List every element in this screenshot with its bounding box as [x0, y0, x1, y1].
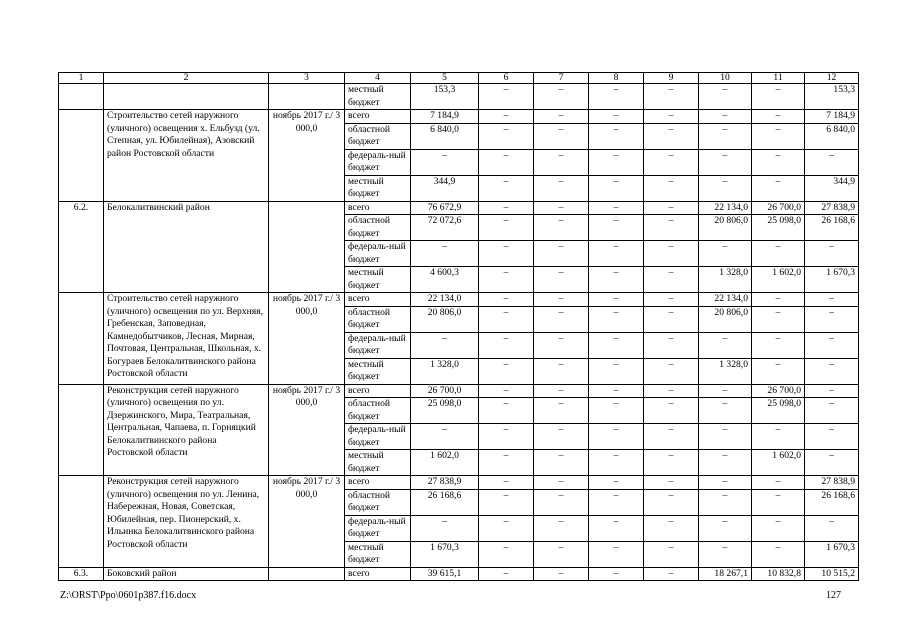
item-name	[104, 84, 269, 110]
amount-cell: 7 184,9	[411, 110, 479, 124]
amount-cell: 26 700,0	[411, 384, 479, 398]
table-row	[59, 384, 859, 398]
amount-cell: 1 328,0	[699, 267, 752, 293]
amount-cell: –	[589, 306, 644, 332]
amount-cell: –	[644, 541, 699, 567]
funding-source: всего	[345, 476, 411, 490]
item-number	[59, 110, 104, 202]
amount-cell: –	[805, 293, 859, 307]
amount-cell: –	[589, 567, 644, 581]
amount-cell: –	[479, 398, 534, 424]
amount-cell: –	[411, 424, 479, 450]
amount-cell: 26 168,6	[805, 489, 859, 515]
funding-source: всего	[345, 567, 411, 581]
amount-cell: –	[752, 424, 805, 450]
amount-cell: –	[479, 489, 534, 515]
header-cell: 3	[269, 73, 345, 84]
amount-cell: –	[752, 332, 805, 358]
amount-cell: –	[805, 306, 859, 332]
amount-cell: 10 832,8	[752, 567, 805, 581]
amount-cell: –	[534, 541, 589, 567]
amount-cell: 4 600,3	[411, 267, 479, 293]
amount-cell: –	[479, 149, 534, 175]
header-cell: 1	[59, 73, 104, 84]
amount-cell: –	[699, 149, 752, 175]
amount-cell: –	[644, 450, 699, 476]
amount-cell: –	[699, 175, 752, 201]
funding-source: федераль-ный бюджет	[345, 515, 411, 541]
amount-cell: –	[752, 241, 805, 267]
item-number	[59, 384, 104, 476]
amount-cell: –	[805, 241, 859, 267]
amount-cell: –	[699, 84, 752, 110]
funding-source: областной бюджет	[345, 398, 411, 424]
funding-source: областной бюджет	[345, 123, 411, 149]
amount-cell: –	[534, 358, 589, 384]
amount-cell: –	[534, 306, 589, 332]
amount-cell: –	[644, 384, 699, 398]
amount-cell: 10 515,2	[805, 567, 859, 581]
amount-cell: –	[699, 241, 752, 267]
amount-cell: –	[644, 398, 699, 424]
deadline-capacity	[269, 84, 345, 110]
amount-cell: –	[644, 267, 699, 293]
amount-cell: 1 602,0	[752, 267, 805, 293]
amount-cell: 7 184,9	[805, 110, 859, 124]
amount-cell: –	[752, 123, 805, 149]
header-cell: 6	[479, 73, 534, 84]
amount-cell: –	[752, 358, 805, 384]
amount-cell: 1 670,3	[805, 541, 859, 567]
amount-cell: –	[699, 515, 752, 541]
amount-cell: –	[699, 332, 752, 358]
item-number	[59, 293, 104, 385]
amount-cell: –	[699, 541, 752, 567]
amount-cell: –	[644, 358, 699, 384]
deadline-capacity: ноябрь 2017 г./ 3 000,0	[269, 293, 345, 385]
amount-cell: –	[644, 424, 699, 450]
amount-cell: –	[644, 123, 699, 149]
amount-cell: –	[479, 332, 534, 358]
amount-cell: –	[534, 567, 589, 581]
amount-cell: –	[589, 424, 644, 450]
deadline-capacity	[269, 201, 345, 293]
funding-source: всего	[345, 384, 411, 398]
amount-cell: –	[479, 567, 534, 581]
amount-cell: –	[752, 175, 805, 201]
amount-cell: –	[805, 358, 859, 384]
amount-cell: –	[589, 201, 644, 215]
amount-cell: –	[589, 84, 644, 110]
amount-cell: –	[589, 175, 644, 201]
item-name: Строительство сетей наружного (уличного) освещения х. Ельбузд (ул. Степная, ул. Юбилейная), Азовский район Ростовской области	[104, 110, 269, 202]
item-name: Реконструкция сетей наружного (уличного) освещения по ул. Ленина, Набережная, Новая, Советская, Юбилейная, пер. Пионерский, х. Ильинка Белокалитвинского района Ростовской области	[104, 476, 269, 568]
amount-cell: –	[589, 332, 644, 358]
amount-cell: –	[534, 515, 589, 541]
header-row	[59, 73, 859, 84]
amount-cell: –	[589, 110, 644, 124]
funding-source: местный бюджет	[345, 450, 411, 476]
amount-cell: –	[534, 398, 589, 424]
amount-cell: –	[411, 241, 479, 267]
funding-source: местный бюджет	[345, 358, 411, 384]
amount-cell: –	[534, 110, 589, 124]
amount-cell: –	[644, 515, 699, 541]
amount-cell: –	[752, 84, 805, 110]
amount-cell: 6 840,0	[805, 123, 859, 149]
funding-source: областной бюджет	[345, 489, 411, 515]
amount-cell: –	[479, 424, 534, 450]
item-number	[59, 84, 104, 110]
budget-table	[58, 72, 859, 581]
amount-cell: 26 700,0	[752, 201, 805, 215]
header-cell: 8	[589, 73, 644, 84]
amount-cell: 344,9	[805, 175, 859, 201]
amount-cell: –	[479, 110, 534, 124]
amount-cell: 153,3	[411, 84, 479, 110]
amount-cell: –	[479, 384, 534, 398]
amount-cell: –	[589, 293, 644, 307]
funding-source: местный бюджет	[345, 541, 411, 567]
funding-source: местный бюджет	[345, 84, 411, 110]
amount-cell: –	[589, 541, 644, 567]
amount-cell: –	[644, 241, 699, 267]
deadline-capacity	[269, 567, 345, 581]
amount-cell: –	[805, 450, 859, 476]
amount-cell: –	[479, 267, 534, 293]
amount-cell: –	[479, 476, 534, 490]
amount-cell: –	[644, 215, 699, 241]
amount-cell: –	[805, 424, 859, 450]
header-cell: 7	[534, 73, 589, 84]
amount-cell: –	[589, 450, 644, 476]
amount-cell: –	[411, 332, 479, 358]
amount-cell: 20 806,0	[699, 215, 752, 241]
deadline-capacity: ноябрь 2017 г./ 3 000,0	[269, 110, 345, 202]
funding-source: всего	[345, 110, 411, 124]
amount-cell: –	[479, 541, 534, 567]
table-row	[59, 567, 859, 581]
item-number: 6.3.	[59, 567, 104, 581]
amount-cell: –	[479, 201, 534, 215]
funding-source: областной бюджет	[345, 306, 411, 332]
amount-cell: –	[644, 489, 699, 515]
amount-cell: –	[699, 123, 752, 149]
amount-cell: –	[479, 306, 534, 332]
amount-cell: –	[699, 489, 752, 515]
amount-cell: –	[644, 567, 699, 581]
header-cell: 12	[805, 73, 859, 84]
amount-cell: 76 672,9	[411, 201, 479, 215]
amount-cell: 27 838,9	[411, 476, 479, 490]
table-row	[59, 293, 859, 307]
amount-cell: –	[805, 384, 859, 398]
amount-cell: 344,9	[411, 175, 479, 201]
amount-cell: 1 328,0	[411, 358, 479, 384]
amount-cell: –	[699, 450, 752, 476]
funding-source: федераль-ный бюджет	[345, 149, 411, 175]
page-number: 127	[826, 590, 841, 601]
amount-cell: –	[479, 241, 534, 267]
amount-cell: –	[534, 424, 589, 450]
amount-cell: –	[411, 149, 479, 175]
amount-cell: –	[479, 175, 534, 201]
amount-cell: –	[644, 201, 699, 215]
table-row	[59, 110, 859, 124]
funding-source: всего	[345, 201, 411, 215]
amount-cell: 25 098,0	[752, 215, 805, 241]
funding-source: местный бюджет	[345, 175, 411, 201]
amount-cell: –	[589, 358, 644, 384]
amount-cell: –	[534, 384, 589, 398]
amount-cell: –	[534, 123, 589, 149]
amount-cell: –	[752, 476, 805, 490]
amount-cell: –	[534, 175, 589, 201]
amount-cell: 25 098,0	[752, 398, 805, 424]
funding-source: областной бюджет	[345, 215, 411, 241]
amount-cell: –	[479, 515, 534, 541]
header-cell: 10	[699, 73, 752, 84]
table-row	[59, 476, 859, 490]
amount-cell: –	[589, 123, 644, 149]
item-number: 6.2.	[59, 201, 104, 293]
funding-source: федераль-ный бюджет	[345, 424, 411, 450]
amount-cell: –	[534, 332, 589, 358]
item-name: Белокалитвинский район	[104, 201, 269, 293]
document-path: Z:\ORST\Ppo\0601p387.f16.docx	[60, 590, 197, 601]
amount-cell: –	[805, 398, 859, 424]
amount-cell: –	[805, 332, 859, 358]
amount-cell: –	[534, 267, 589, 293]
table-row	[59, 84, 859, 110]
amount-cell: 22 134,0	[411, 293, 479, 307]
amount-cell: –	[752, 489, 805, 515]
amount-cell: 1 602,0	[411, 450, 479, 476]
amount-cell: –	[534, 489, 589, 515]
amount-cell: –	[752, 110, 805, 124]
amount-cell: –	[589, 476, 644, 490]
amount-cell: –	[644, 476, 699, 490]
amount-cell: –	[534, 215, 589, 241]
amount-cell: –	[644, 306, 699, 332]
funding-source: всего	[345, 293, 411, 307]
amount-cell: –	[534, 201, 589, 215]
amount-cell: –	[589, 489, 644, 515]
amount-cell: 25 098,0	[411, 398, 479, 424]
amount-cell: –	[589, 515, 644, 541]
item-number	[59, 476, 104, 568]
amount-cell: –	[699, 398, 752, 424]
amount-cell: –	[589, 215, 644, 241]
amount-cell: –	[805, 149, 859, 175]
table-row	[59, 201, 859, 215]
amount-cell: –	[479, 450, 534, 476]
funding-source: местный бюджет	[345, 267, 411, 293]
deadline-capacity: ноябрь 2017 г./ 3 000,0	[269, 384, 345, 476]
amount-cell: –	[644, 332, 699, 358]
amount-cell: –	[752, 306, 805, 332]
amount-cell: –	[644, 84, 699, 110]
item-name: Строительство сетей наружного (уличного) освещения по ул. Верхняя, Гребенская, Заповедная, Камнедобытчиков, Лесная, Мирная, Почтовая, Центральная, Школьная, х. Богураев Белокалитвинского района Ростовской области	[104, 293, 269, 385]
amount-cell: 20 806,0	[411, 306, 479, 332]
amount-cell: –	[805, 515, 859, 541]
amount-cell: –	[589, 398, 644, 424]
amount-cell: 20 806,0	[699, 306, 752, 332]
amount-cell: –	[752, 293, 805, 307]
funding-source: федераль-ный бюджет	[345, 332, 411, 358]
amount-cell: 27 838,9	[805, 201, 859, 215]
amount-cell: –	[479, 358, 534, 384]
amount-cell: 27 838,9	[805, 476, 859, 490]
amount-cell: –	[589, 149, 644, 175]
amount-cell: –	[699, 476, 752, 490]
header-cell: 5	[411, 73, 479, 84]
amount-cell: –	[699, 110, 752, 124]
amount-cell: 18 267,1	[699, 567, 752, 581]
amount-cell: –	[752, 515, 805, 541]
amount-cell: 1 328,0	[699, 358, 752, 384]
amount-cell: 6 840,0	[411, 123, 479, 149]
item-name: Боковский район	[104, 567, 269, 581]
amount-cell: –	[534, 476, 589, 490]
amount-cell: –	[589, 241, 644, 267]
amount-cell: –	[479, 215, 534, 241]
amount-cell: –	[479, 293, 534, 307]
amount-cell: 72 072,6	[411, 215, 479, 241]
amount-cell: –	[589, 384, 644, 398]
amount-cell: –	[699, 424, 752, 450]
amount-cell: –	[752, 541, 805, 567]
amount-cell: –	[589, 267, 644, 293]
amount-cell: 1 602,0	[752, 450, 805, 476]
header-cell: 11	[752, 73, 805, 84]
header-cell: 4	[345, 73, 411, 84]
amount-cell: –	[534, 241, 589, 267]
amount-cell: –	[479, 123, 534, 149]
item-name: Реконструкция сетей наружного (уличного) освещения по ул. Дзержинского, Мира, Театральная, Центральная, Чапаева, п. Горняцкий Белокалитвинского района Ростовской области	[104, 384, 269, 476]
amount-cell: 1 670,3	[411, 541, 479, 567]
amount-cell: –	[534, 293, 589, 307]
amount-cell: –	[644, 175, 699, 201]
amount-cell: –	[534, 149, 589, 175]
amount-cell: –	[534, 450, 589, 476]
amount-cell: 153,3	[805, 84, 859, 110]
amount-cell: 26 168,6	[411, 489, 479, 515]
deadline-capacity: ноябрь 2017 г./ 3 000,0	[269, 476, 345, 568]
amount-cell: 26 168,6	[805, 215, 859, 241]
amount-cell: 22 134,0	[699, 201, 752, 215]
amount-cell: 26 700,0	[752, 384, 805, 398]
funding-source: федераль-ный бюджет	[345, 241, 411, 267]
amount-cell: –	[752, 149, 805, 175]
amount-cell: 22 134,0	[699, 293, 752, 307]
amount-cell: –	[534, 84, 589, 110]
header-cell: 2	[104, 73, 269, 84]
amount-cell: 39 615,1	[411, 567, 479, 581]
amount-cell: 1 670,3	[805, 267, 859, 293]
amount-cell: –	[411, 515, 479, 541]
amount-cell: –	[644, 110, 699, 124]
amount-cell: –	[699, 384, 752, 398]
amount-cell: –	[644, 149, 699, 175]
amount-cell: –	[644, 293, 699, 307]
amount-cell: –	[479, 84, 534, 110]
header-cell: 9	[644, 73, 699, 84]
